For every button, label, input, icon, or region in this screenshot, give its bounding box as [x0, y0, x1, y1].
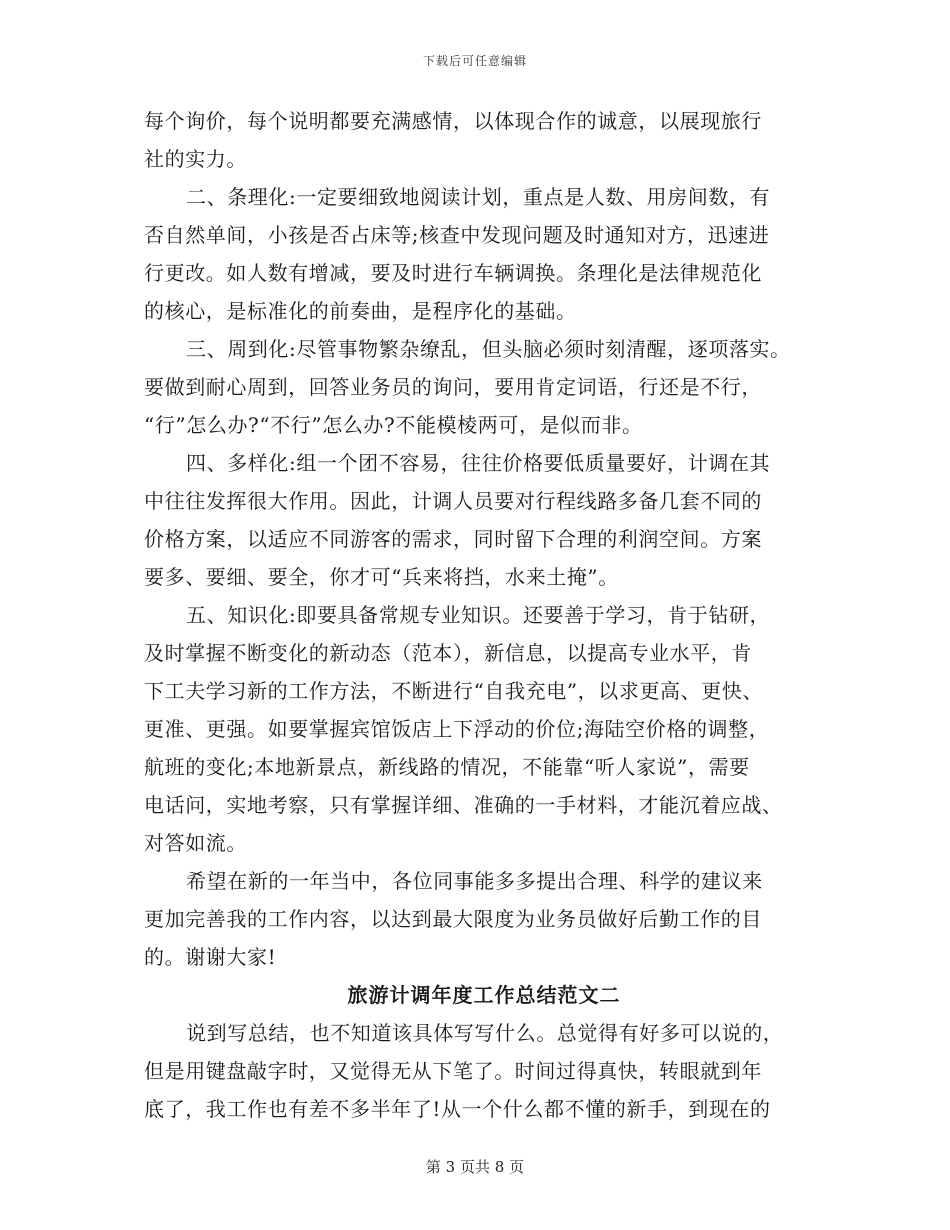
paragraph-start-line: 四、多样化:组一个团不容易，往往价格要低质量要好，计调在其 — [186, 451, 771, 475]
text-line: “行”怎么办?“不行”怎么办?不能模棱两可，是似而非。 — [144, 413, 643, 437]
document-body — [144, 102, 814, 1128]
text-line: 价格方案，以适应不同游客的需求，同时留下合理的利润空间。方案 — [144, 527, 762, 551]
page-header: 下载后可任意编辑 — [422, 54, 527, 68]
text-line: 的。谢谢大家! — [144, 945, 277, 969]
section-title: 旅游计调年度工作总结范文二 — [347, 983, 621, 1007]
text-line: 更加完善我的工作内容，以达到最大限度为业务员做好后勤工作的目 — [144, 907, 762, 931]
paragraph-start-line: 三、周到化:尽管事物繁杂缭乱，但头脑必须时刻清醒，逐项落实。 — [186, 337, 791, 361]
text-line: 航班的变化;本地新景点，新线路的情况，不能靠“听人家说”，需要 — [144, 755, 750, 779]
text-line: 下工夫学习新的工作方法，不断进行“自我充电”，以求更高、更快、 — [144, 679, 764, 703]
text-line: 每个询价，每个说明都要充满感情，以体现合作的诚意，以展现旅行 — [144, 109, 762, 133]
text-line: 电话问，实地考察，只有掌握详细、准确的一手材料，才能沉着应战、 — [144, 793, 783, 817]
text-line: 底了，我工作也有差不多半年了!从一个什么都不懂的新手，到现在的 — [144, 1097, 771, 1121]
text-line: 但是用键盘敲字时，又觉得无从下笔了。时间过得真快，转眼就到年 — [144, 1059, 762, 1083]
text-line: 要做到耐心周到，回答业务员的询问，要用肯定词语，行还是不行， — [144, 375, 762, 399]
paragraph-start-line: 说到写总结，也不知道该具体写写什么。总觉得有好多可以说的， — [186, 1021, 784, 1045]
page-number: 第 3 页共 8 页 — [425, 1158, 525, 1176]
paragraph-start-line: 五、知识化:即要具备常规专业知识。还要善于学习，肯于钻研， — [186, 603, 771, 627]
paragraph-start-line: 希望在新的一年当中，各位同事能多多提出合理、科学的建议来 — [186, 869, 763, 893]
text-line: 行更改。如人数有增减，要及时进行车辆调换。条理化是法律规范化 — [144, 261, 762, 285]
text-line: 的核心，是标准化的前奏曲，是程序化的基础。 — [144, 299, 577, 323]
text-line: 否自然单间，小孩是否占床等;核查中发现问题及时通知对方，迅速进 — [144, 223, 770, 247]
text-line: 中往往发挥很大作用。因此，计调人员要对行程线路多备几套不同的 — [144, 489, 762, 513]
text-line: 及时掌握不断变化的新动态（范本），新信息，以提高专业水平，肯 — [144, 641, 752, 665]
paragraph-start-line: 二、条理化:一定要细致地阅读计划，重点是人数、用房间数，有 — [186, 185, 771, 209]
text-line: 更准、更强。如要掌握宾馆饭店上下浮动的价位;海陆空价格的调整， — [144, 717, 770, 741]
text-line: 要多、要细、要全，你才可“兵来将挡，水来土掩”。 — [144, 565, 619, 589]
text-line: 对答如流。 — [144, 831, 247, 855]
text-line: 社的实力。 — [144, 147, 247, 171]
